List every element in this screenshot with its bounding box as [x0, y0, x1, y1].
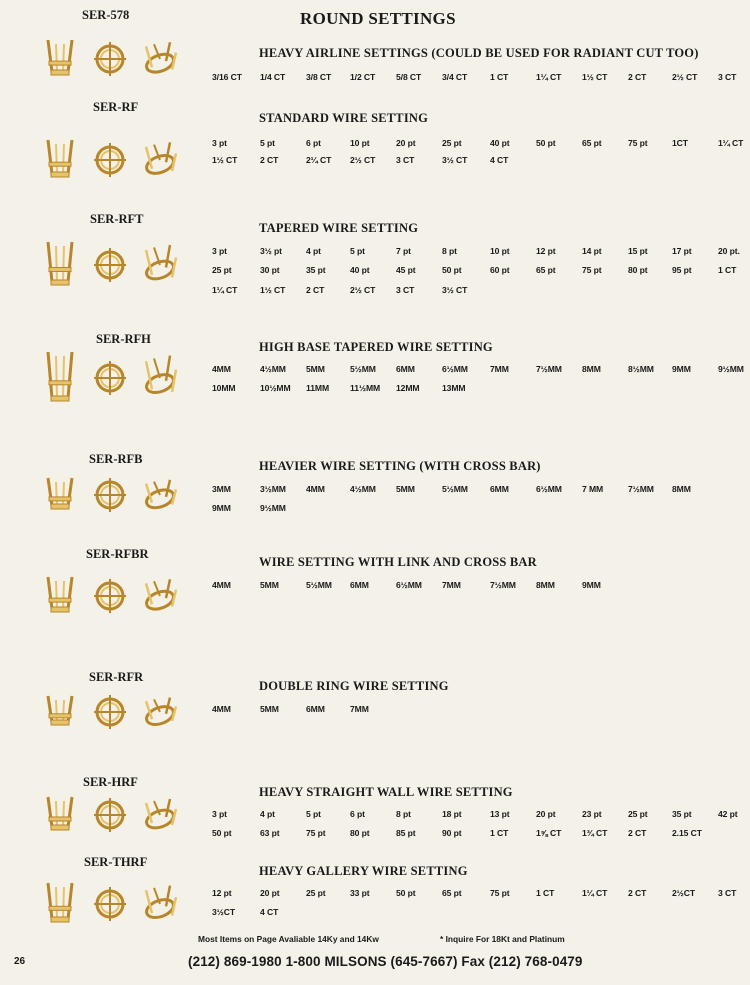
size-option: 35 pt [306, 265, 326, 275]
size-option: 25 pt [442, 138, 462, 148]
size-option: 1CT [672, 138, 688, 148]
size-option: 1¼ CT [536, 72, 562, 82]
page-title: ROUND SETTINGS [300, 9, 456, 28]
setting-photos [40, 575, 180, 617]
size-option: 5/8 CT [396, 72, 422, 82]
size-option: 1/2 CT [350, 72, 376, 82]
size-option: 5MM [260, 704, 279, 714]
setting-top-icon [90, 350, 130, 406]
size-option: 12MM [396, 383, 420, 393]
size-option: 2½ CT [350, 285, 376, 295]
size-option: 20 pt. [718, 246, 740, 256]
size-option: 25 pt [306, 888, 326, 898]
size-option: 4MM [306, 484, 325, 494]
size-option: 3/4 CT [442, 72, 468, 82]
setting-top-icon [90, 240, 130, 290]
size-option: 3 CT [396, 285, 415, 295]
size-option: 5½MM [350, 364, 376, 374]
product-code: SER-RFB [89, 452, 143, 466]
size-option: 9½MM [260, 503, 286, 513]
product-code: SER-RFBR [86, 547, 149, 561]
size-option: 3½ CT [442, 285, 468, 295]
size-option: 1⅝ CT [536, 828, 562, 838]
setting-photos [40, 476, 180, 514]
setting-top-icon [90, 694, 130, 730]
size-option: 80 pt [628, 265, 648, 275]
setting-angle-icon [140, 240, 180, 290]
size-option: 25 pt [212, 265, 232, 275]
size-option: 10 pt [350, 138, 370, 148]
size-option: 65 pt [582, 138, 602, 148]
size-option: 14 pt [582, 246, 602, 256]
setting-photos [40, 350, 180, 406]
size-option: 30 pt [260, 265, 280, 275]
size-option: 6MM [350, 580, 369, 590]
size-option: 8MM [536, 580, 555, 590]
setting-top-icon [90, 881, 130, 927]
page-number: 26 [14, 956, 26, 967]
size-option: 9½MM [718, 364, 744, 374]
size-option: 5½MM [306, 580, 332, 590]
size-option: 3½MM [260, 484, 286, 494]
size-option: 3 CT [396, 155, 415, 165]
size-option: 3 CT [718, 72, 737, 82]
product-title: HEAVY GALLERY WIRE SETTING [259, 864, 468, 878]
setting-angle-icon [140, 476, 180, 514]
setting-front-icon [40, 350, 80, 406]
size-option: 5MM [306, 364, 325, 374]
size-option: 13MM [442, 383, 466, 393]
size-option: 1 CT [718, 265, 737, 275]
setting-angle-icon [140, 575, 180, 617]
product-title: WIRE SETTING WITH LINK AND CROSS BAR [259, 555, 537, 569]
size-option: 5½MM [442, 484, 468, 494]
size-option: 3 pt [212, 246, 227, 256]
setting-front-icon [40, 38, 80, 80]
size-option: 8MM [582, 364, 601, 374]
size-option: 75 pt [306, 828, 326, 838]
size-option: 17 pt [672, 246, 692, 256]
size-option: 85 pt [396, 828, 416, 838]
size-option: 3 pt [212, 138, 227, 148]
size-option: 23 pt [582, 809, 602, 819]
size-option: 2 CT [260, 155, 279, 165]
setting-angle-icon [140, 694, 180, 730]
size-option: 90 pt [442, 828, 462, 838]
size-option: 65 pt [442, 888, 462, 898]
size-option: 4MM [212, 580, 231, 590]
size-option: 1¼ CT [582, 888, 608, 898]
setting-front-icon [40, 240, 80, 290]
size-option: 8½MM [628, 364, 654, 374]
size-option: 2 CT [628, 72, 647, 82]
size-option: 6 pt [350, 809, 365, 819]
size-option: 80 pt [350, 828, 370, 838]
product-title: DOUBLE RING WIRE SETTING [259, 679, 449, 693]
size-option: 1/4 CT [260, 72, 286, 82]
setting-top-icon [90, 476, 130, 514]
size-option: 6MM [490, 484, 509, 494]
size-option: 4½MM [350, 484, 376, 494]
size-option: 4MM [212, 364, 231, 374]
size-option: 3/8 CT [306, 72, 332, 82]
size-option: 25 pt [628, 809, 648, 819]
setting-photos [40, 38, 180, 80]
size-option: 6½MM [536, 484, 562, 494]
size-option: 45 pt [396, 265, 416, 275]
size-option: 8 pt [442, 246, 457, 256]
size-option: 40 pt [350, 265, 370, 275]
product-code: SER-HRF [83, 775, 138, 789]
size-option: 5MM [396, 484, 415, 494]
size-option: 2 CT [306, 285, 325, 295]
size-option: 1 CT [536, 888, 555, 898]
size-option: 3½ CT [442, 155, 468, 165]
size-option: 7½MM [536, 364, 562, 374]
size-option: 4 pt [260, 809, 275, 819]
size-option: 63 pt [260, 828, 280, 838]
setting-photos [40, 240, 180, 290]
size-option: 7½MM [490, 580, 516, 590]
size-option: 1 CT [490, 828, 509, 838]
size-option: 3/16 CT [212, 72, 242, 82]
size-option: 3MM [212, 484, 231, 494]
size-option: 6 pt [306, 138, 321, 148]
size-option: 10MM [212, 383, 236, 393]
setting-top-icon [90, 795, 130, 835]
size-option: 2 CT [628, 888, 647, 898]
size-option: 13 pt [490, 809, 510, 819]
size-option: 11½MM [350, 383, 381, 393]
size-option: 12 pt [212, 888, 232, 898]
size-option: 4 CT [260, 907, 279, 917]
size-option: 1 CT [490, 72, 509, 82]
size-option: 12 pt [536, 246, 556, 256]
size-option: 2.15 CT [672, 828, 702, 838]
setting-photos [40, 138, 180, 182]
size-option: 40 pt [490, 138, 510, 148]
size-option: 9MM [212, 503, 231, 513]
size-option: 95 pt [672, 265, 692, 275]
product-title: HEAVIER WIRE SETTING (WITH CROSS BAR) [259, 459, 541, 473]
setting-photos [40, 795, 180, 835]
product-code: SER-RFH [96, 332, 151, 346]
setting-photos [40, 881, 180, 927]
size-option: 20 pt [536, 809, 556, 819]
product-code: SER-RFR [89, 670, 144, 684]
size-option: 75 pt [490, 888, 510, 898]
size-option: 6½MM [396, 580, 422, 590]
size-option: 1¼ CT [212, 285, 238, 295]
setting-front-icon [40, 694, 80, 730]
size-option: 3 CT [718, 888, 737, 898]
size-option: 6MM [306, 704, 325, 714]
setting-front-icon [40, 575, 80, 617]
size-option: 4 CT [490, 155, 509, 165]
setting-angle-icon [140, 350, 180, 406]
product-title: STANDARD WIRE SETTING [259, 111, 429, 125]
size-option: 42 pt [718, 809, 738, 819]
inquire-note: * Inquire For 18Kt and Platinum [440, 934, 565, 944]
size-option: 7 pt [396, 246, 411, 256]
size-option: 3 pt [212, 809, 227, 819]
size-option: 10 pt [490, 246, 510, 256]
product-title: TAPERED WIRE SETTING [259, 221, 419, 235]
size-option: 2½ CT [672, 72, 698, 82]
setting-photos [40, 694, 180, 730]
setting-angle-icon [140, 38, 180, 80]
setting-top-icon [90, 575, 130, 617]
setting-front-icon [40, 476, 80, 514]
size-option: 6MM [396, 364, 415, 374]
setting-angle-icon [140, 881, 180, 927]
size-option: 2¼ CT [306, 155, 332, 165]
size-option: 20 pt [396, 138, 416, 148]
size-option: 2½ CT [350, 155, 376, 165]
size-option: 10½MM [260, 383, 291, 393]
size-option: 18 pt [442, 809, 462, 819]
setting-top-icon [90, 138, 130, 182]
size-option: 33 pt [350, 888, 370, 898]
product-title: HEAVY AIRLINE SETTINGS (COULD BE USED FOR RADIANT CUT TOO) [259, 46, 699, 60]
size-option: 75 pt [582, 265, 602, 275]
size-option: 2½CT [672, 888, 696, 898]
setting-front-icon [40, 795, 80, 835]
size-option: 6½MM [442, 364, 468, 374]
size-option: 60 pt [490, 265, 510, 275]
size-option: 65 pt [536, 265, 556, 275]
size-option: 1½ CT [260, 285, 286, 295]
setting-angle-icon [140, 138, 180, 182]
setting-front-icon [40, 138, 80, 182]
size-option: 50 pt [536, 138, 556, 148]
product-code: SER-578 [82, 8, 130, 22]
size-option: 50 pt [212, 828, 232, 838]
availability-note: Most Items on Page Avaliable 14Ky and 14Kw [198, 934, 379, 944]
size-option: 5 pt [350, 246, 365, 256]
size-option: 4MM [212, 704, 231, 714]
product-code: SER-RFT [90, 212, 144, 226]
product-code: SER-RF [93, 100, 139, 114]
size-option: 20 pt [260, 888, 280, 898]
product-title: HIGH BASE TAPERED WIRE SETTING [259, 340, 493, 354]
size-option: 15 pt [628, 246, 648, 256]
size-option: 3½ pt [260, 246, 282, 256]
size-option: 3½CT [212, 907, 236, 917]
size-option: 11MM [306, 383, 330, 393]
size-option: 2 CT [628, 828, 647, 838]
size-option: 4 pt [306, 246, 321, 256]
size-option: 9MM [582, 580, 601, 590]
size-option: 8 pt [396, 809, 411, 819]
product-code: SER-THRF [84, 855, 148, 869]
size-option: 7½MM [628, 484, 654, 494]
setting-angle-icon [140, 795, 180, 835]
product-title: HEAVY STRAIGHT WALL WIRE SETTING [259, 785, 513, 799]
size-option: 5 pt [260, 138, 275, 148]
size-option: 35 pt [672, 809, 692, 819]
size-option: 8MM [672, 484, 691, 494]
size-option: 1¾ CT [582, 828, 608, 838]
contact-line: (212) 869-1980 1-800 MILSONS (645-7667) Fax (212) 768-0479 [188, 954, 583, 969]
size-option: 7MM [442, 580, 461, 590]
size-option: 1½ CT [212, 155, 238, 165]
setting-front-icon [40, 881, 80, 927]
size-option: 1¼ CT [718, 138, 744, 148]
size-option: 9MM [672, 364, 691, 374]
size-option: 7MM [490, 364, 509, 374]
size-option: 50 pt [396, 888, 416, 898]
size-option: 7MM [350, 704, 369, 714]
size-option: 4½MM [260, 364, 286, 374]
size-option: 5 pt [306, 809, 321, 819]
size-option: 7 MM [582, 484, 604, 494]
size-option: 75 pt [628, 138, 648, 148]
size-option: 5MM [260, 580, 279, 590]
size-option: 1½ CT [582, 72, 608, 82]
setting-top-icon [90, 38, 130, 80]
size-option: 50 pt [442, 265, 462, 275]
